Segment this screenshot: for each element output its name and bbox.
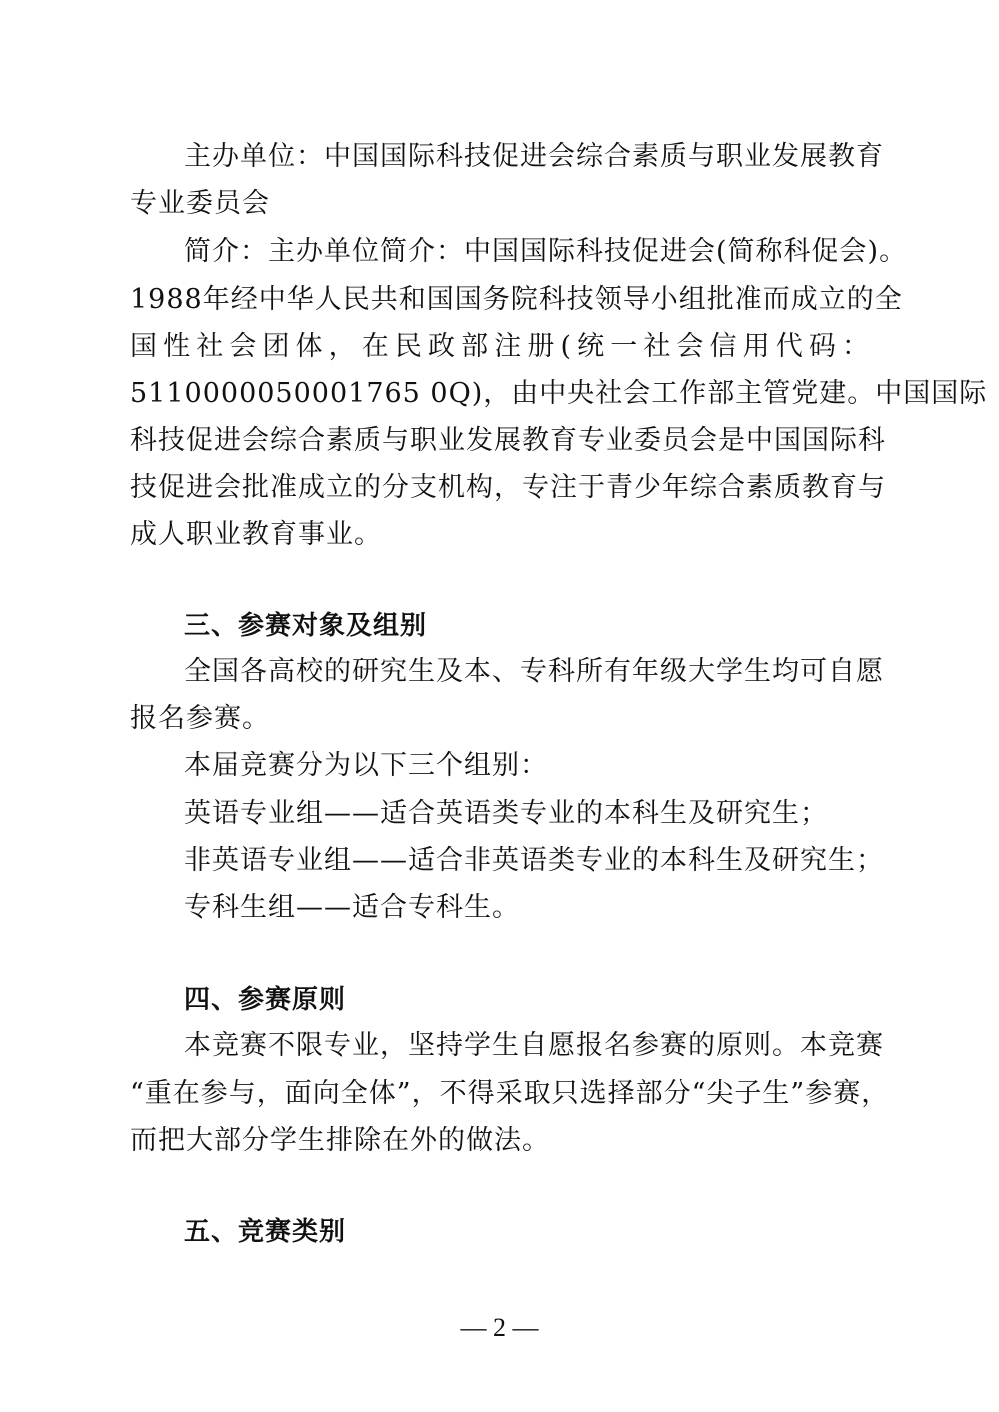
intro-line-7: 成人职业教育事业。	[130, 519, 382, 550]
organizer-line-2: 专业委员会	[130, 188, 270, 219]
section-3-heading: 三、参赛对象及组别	[184, 611, 428, 641]
group-non-english-major: 非英语专业组——适合非英语类专业的本科生及研究生；	[184, 845, 884, 876]
section-4-line-3: 而把大部分学生排除在外的做法。	[130, 1125, 550, 1156]
section-3-paragraph-2: 本届竞赛分为以下三个组别：	[184, 750, 548, 781]
page-number: — 2 —	[460, 1313, 539, 1342]
intro-line-3: 国性社会团体，在民政部注册(统一社会信用代码：	[130, 331, 870, 362]
section-5-heading: 五、竞赛类别	[184, 1217, 347, 1247]
intro-line-5: 科技促进会综合素质与职业发展教育专业委员会是中国国际科	[130, 425, 886, 456]
intro-line-1: 简介：主办单位简介：中国国际科技促进会(简称科促会)。	[184, 236, 908, 267]
intro-line-2: 1988年经中华人民共和国国务院科技领导小组批准而成立的全	[130, 284, 903, 315]
group-junior-college: 专科生组——适合专科生。	[184, 892, 520, 923]
group-english-major: 英语专业组——适合英语类专业的本科生及研究生；	[184, 798, 828, 829]
intro-line-4: 5110000050001765 0Q)，由中央社会工作部主管党建。中国国际	[130, 378, 988, 409]
section-4-line-2: “重在参与，面向全体”，不得采取只选择部分“尖子生”参赛，	[130, 1078, 890, 1109]
intro-line-6: 技促进会批准成立的分支机构，专注于青少年综合素质教育与	[130, 472, 886, 503]
section-4-heading: 四、参赛原则	[184, 985, 347, 1015]
organizer-line-1: 主办单位：中国国际科技促进会综合素质与职业发展教育	[184, 141, 884, 172]
section-3-paragraph-1-line-1: 全国各高校的研究生及本、专科所有年级大学生均可自愿	[184, 656, 884, 687]
section-4-line-1: 本竞赛不限专业，坚持学生自愿报名参赛的原则。本竞赛	[184, 1030, 884, 1061]
section-3-paragraph-1-line-2: 报名参赛。	[130, 703, 270, 734]
